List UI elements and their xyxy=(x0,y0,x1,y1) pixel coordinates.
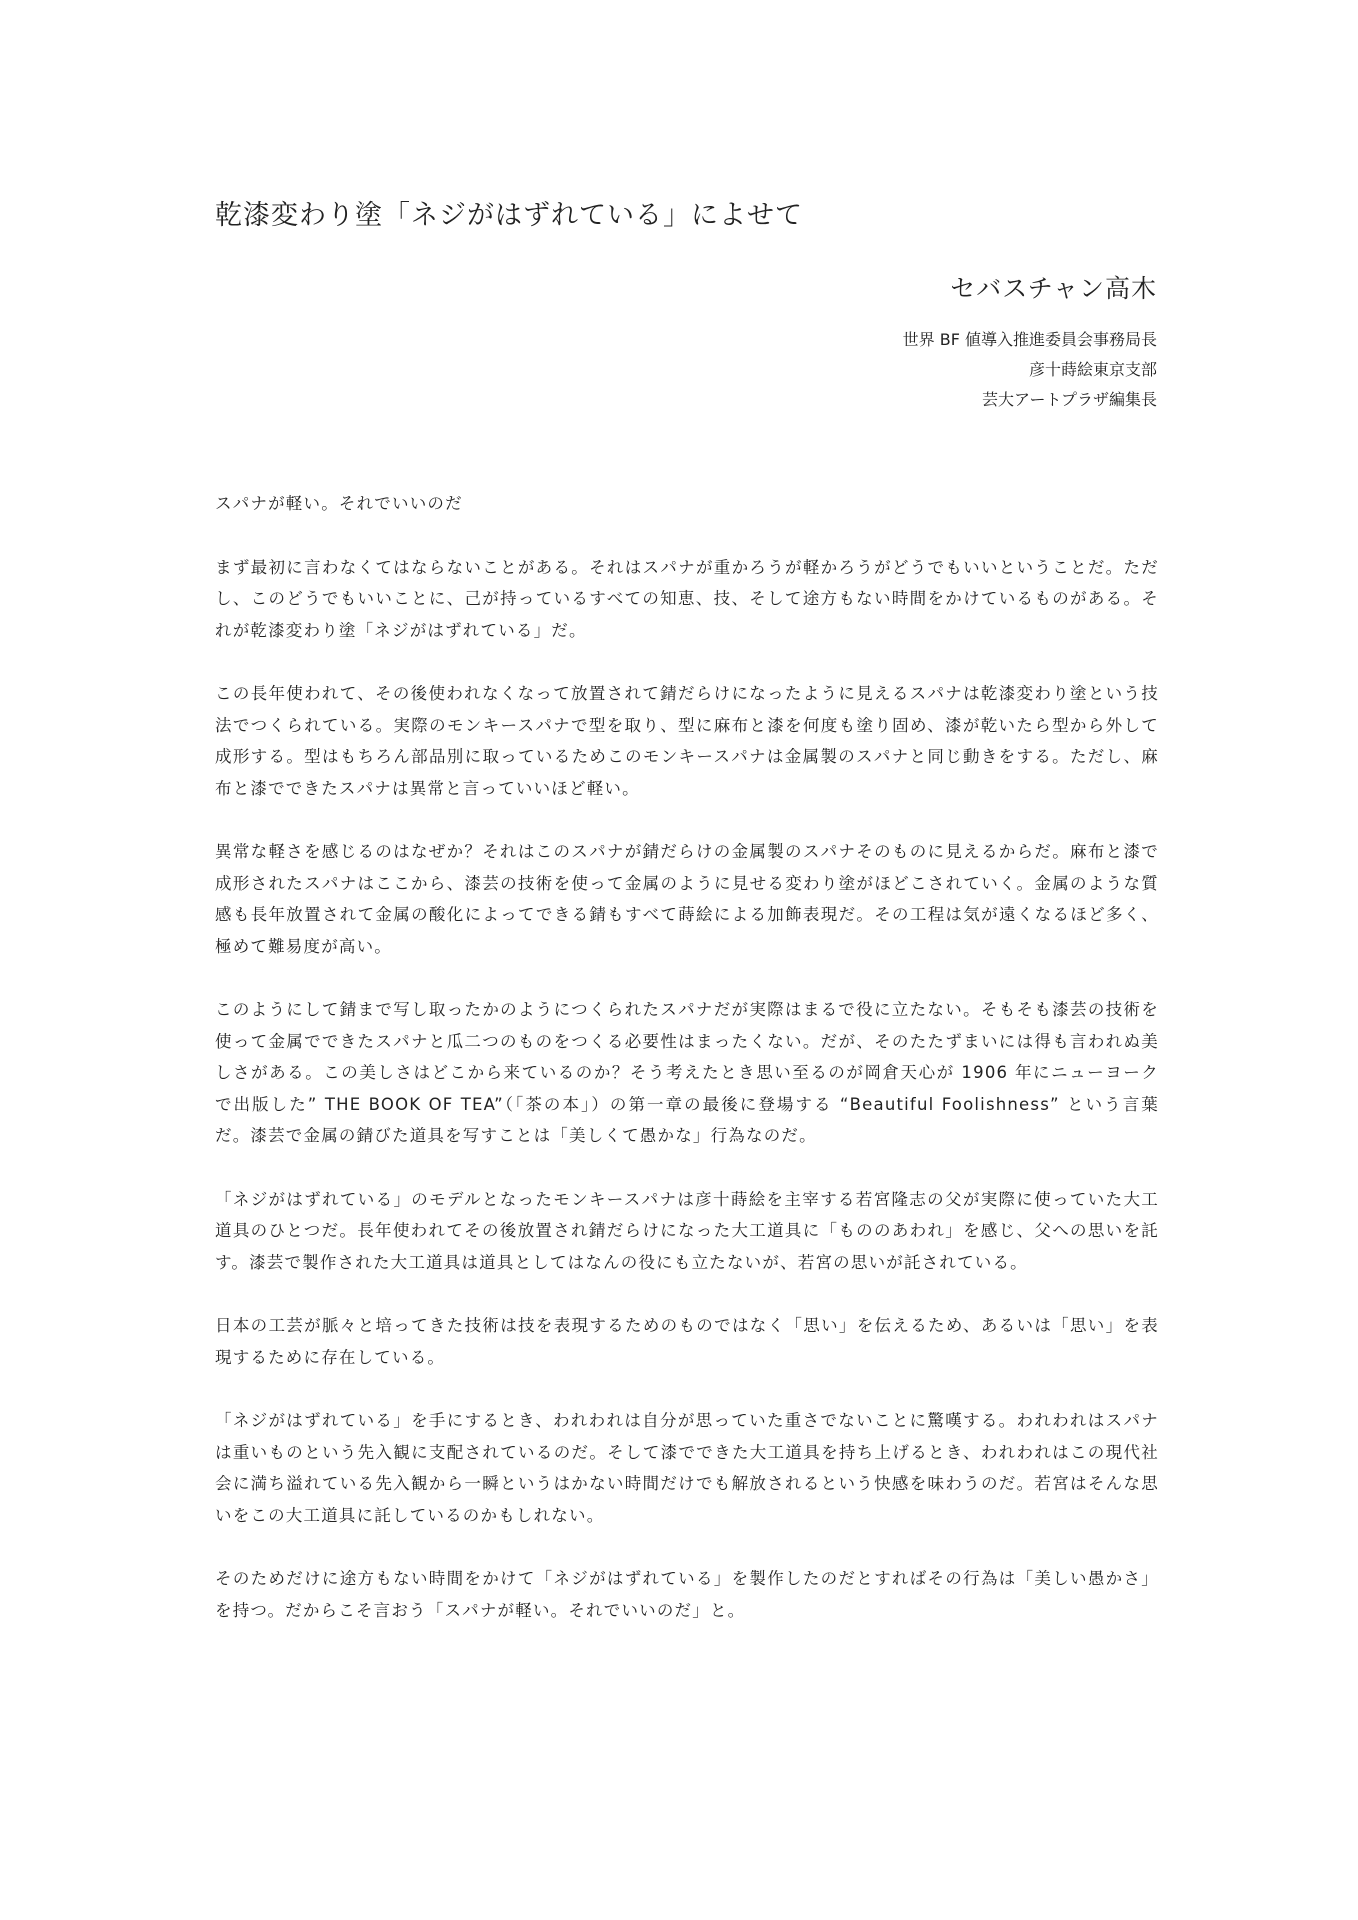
article-paragraph: 「ネジがはずれている」のモデルとなったモンキースパナは彦十蒔絵を主宰する若宮隆志の父が実際に使っていた大工道具のひとつだ。長年使われてその後放置され錆だらけになった大工道具に「もののあわれ」を感じ、父への思いを託す。漆芸で製作された大工道具は道具としてはなんの役にも立たないが、若宮の思いが託されている。 xyxy=(215,1189,1159,1272)
article-paragraph: まず最初に言わなくてはならないことがある。それはスパナが重かろうが軽かろうがどうでもいいということだ。ただし、このどうでもいいことに、己が持っているすべての知恵、技、そして途方もない時間をかけているものがある。それが乾漆変わり塗「ネジがはずれている」だ。 xyxy=(215,557,1159,640)
article-paragraph: そのためだけに途方もない時間をかけて「ネジがはずれている」を製作したのだとすればその行為は「美しい愚かさ」を持つ。だからこそ言おう「スパナが軽い。それでいいのだ」と。 xyxy=(215,1569,1159,1620)
affiliation-line: 彦十蒔絵東京支部 xyxy=(1028,360,1157,379)
article-body xyxy=(215,488,1159,1658)
article-paragraph: この長年使われて、その後使われなくなって放置されて錆だらけになったように見えるスパナは乾漆変わり塗という技法でつくられている。実際のモンキースパナで型を取り、型に麻布と漆を何度も塗り固め、漆が乾いたら型から外して成形する。型はもちろん部品別に取っているためこのモンキースパナは金属製のスパナと同じ動きをする。ただし、麻布と漆でできたスパナは異常と言っていいほど軽い。 xyxy=(215,684,1159,798)
author-name: セバスチャン高木 xyxy=(950,274,1157,303)
affiliation-line: 世界 BF 値導入推進委員会事務局長 xyxy=(902,330,1157,349)
article-paragraph: 日本の工芸が脈々と培ってきた技術は技を表現するためのものではなく「思い」を伝えるため、あるいは「思い」を表現するために存在している。 xyxy=(215,1316,1159,1367)
article-paragraph: 異常な軽さを感じるのはなぜか？それはこのスパナが錆だらけの金属製のスパナそのものに見えるからだ。麻布と漆で成形されたスパナはここから、漆芸の技術を使って金属のように見せる変わり塗がほどこされていく。金属のような質感も長年放置されて金属の酸化によってできる錆もすべて蒔絵による加飾表現だ。その工程は気が遠くなるほど多く、極めて難易度が高い。 xyxy=(215,842,1159,956)
author-affiliations xyxy=(903,325,1157,415)
article-paragraph: スパナが軽い。それでいいのだ xyxy=(215,494,463,513)
affiliation-line: 芸大アートプラザ編集長 xyxy=(981,390,1157,409)
article-paragraph: 「ネジがはずれている」を手にするとき、われわれは自分が思っていた重さでないことに驚嘆する。われわれはスパナは重いものという先入観に支配されているのだ。そして漆でできた大工道具を持ち上げるとき、われわれはこの現代社会に満ち溢れている先入観から一瞬というはかない時間だけでも解放されるという快感を味わうのだ。若宮はそんな思いをこの大工道具に託しているのかもしれない。 xyxy=(215,1411,1159,1525)
article-paragraph: このようにして錆まで写し取ったかのようにつくられたスパナだが実際はまるで役に立たない。そもそも漆芸の技術を使って金属でできたスパナと瓜二つのものをつくる必要性はまったくない。だが、そのたたずまいには得も言われぬ美しさがある。この美しさはどこから来ているのか？そう考えたとき思い至るのが岡倉天心が 1906 年にニューヨークで出版した” THE BOOK OF TEA”（「茶の本」）の第一章の最後に登場する “Beautiful Foolishness” という言葉だ。漆芸で金属の錆びた道具を写すことは「美しくて愚かな」行為なのだ。 xyxy=(215,1000,1159,1145)
document-title: 乾漆変わり塗「ネジがはずれている」によせて xyxy=(215,200,803,231)
